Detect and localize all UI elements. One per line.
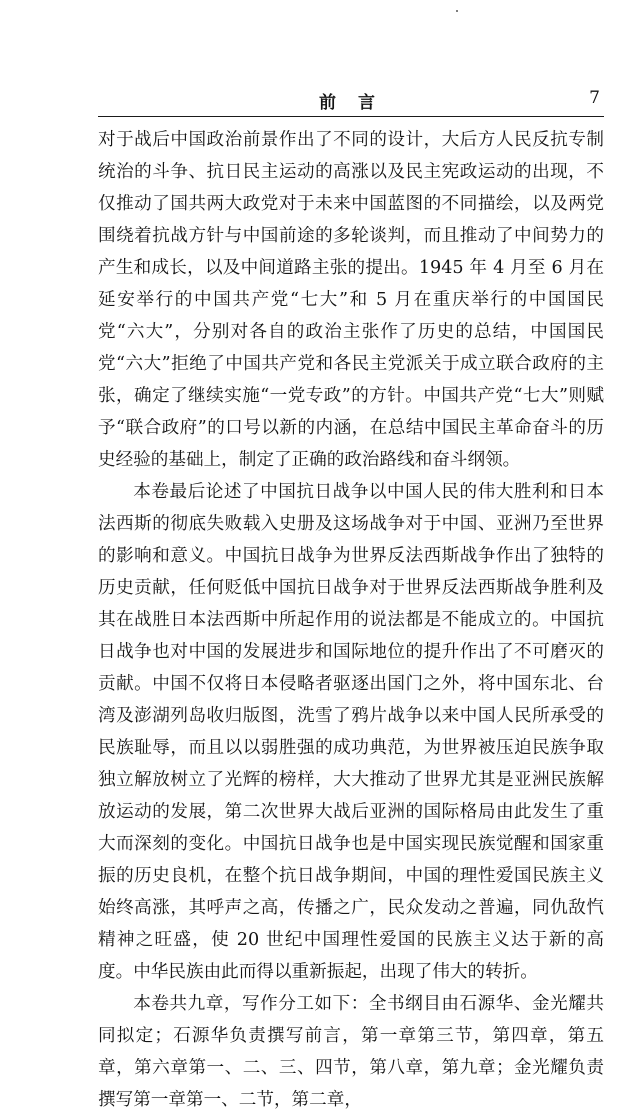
scan-speck: [456, 10, 458, 12]
page-number: 7: [589, 88, 600, 108]
running-header-title: 前 言: [319, 93, 383, 113]
paragraph-1: 对于战后中国政治前景作出了不同的设计，大后方人民反抗专制统治的斗争、抗日民主运动的高涨以及民主宪政运动的出现，不仅推动了国共两大政党对于未来中国蓝图的不同描绘，以及两党围绕着抗战方针与中国前途的多轮谈判，而且推动了中间势力的产生和成长，以及中间道路主张的提出。1945 年 4 月至 6 月在延安举行的中国共产党“七大”和 5 月在重庆举行的中国国民党“六大”，分别对各自的政治主张作了历史的总结，中国国民党“六大”拒绝了中国共产党和各民主党派关于成立联合政府的主张，确定了继续实施“一党专政”的方针。中国共产党“七大”则赋予“联合政府”的口号以新的内涵，在总结中国民主革命奋斗的历史经验的基础上，制定了正确的政治路线和奋斗纲领。: [98, 130, 604, 470]
paragraph-2: 本卷最后论述了中国抗日战争以中国人民的伟大胜利和日本法西斯的彻底失败载入史册及这场战争对于中国、亚洲乃至世界的影响和意义。中国抗日战争为世界反法西斯战争作出了独特的历史贡献，任何贬低中国抗日战争对于世界反法西斯战争胜利及其在战胜日本法西斯中所起作用的说法都是不能成立的。中国抗日战争也对中国的发展进步和国际地位的提升作出了不可磨灭的贡献。中国不仅将日本侵略者驱逐出国门之外，将中国东北、台湾及澎湖列岛收归版图，洗雪了鸦片战争以来中国人民所承受的民族耻辱，而且以以弱胜强的成功典范，为世界被压迫民族争取独立解放树立了光辉的榜样，大大推动了世界尤其是亚洲民族解放运动的发展，第二次世界大战后亚洲的国际格局由此发生了重大而深刻的变化。中国抗日战争也是中国实现民族觉醒和国家重振的历史良机，在整个抗日战争期间，中国的理性爱国民族主义始终高涨，其呼声之高，传播之广，民众发动之普遍，同仇敌忾精神之旺盛，使 20 世纪中国理性爱国的民族主义达于新的高度。中华民族由此而得以重新振起，出现了伟大的转折。: [98, 482, 604, 982]
header-rule: [98, 116, 604, 117]
paragraph-3: 本卷共九章，写作分工如下：全书纲目由石源华、金光耀共同拟定；石源华负责撰写前言，第一章第三节，第四章，第五章，第六章第一、二、三、四节，第八章，第九章；金光耀负责撰写第一章第一、二节，第二章，: [98, 994, 604, 1110]
running-header: [98, 88, 604, 114]
body-text: [98, 124, 604, 1116]
